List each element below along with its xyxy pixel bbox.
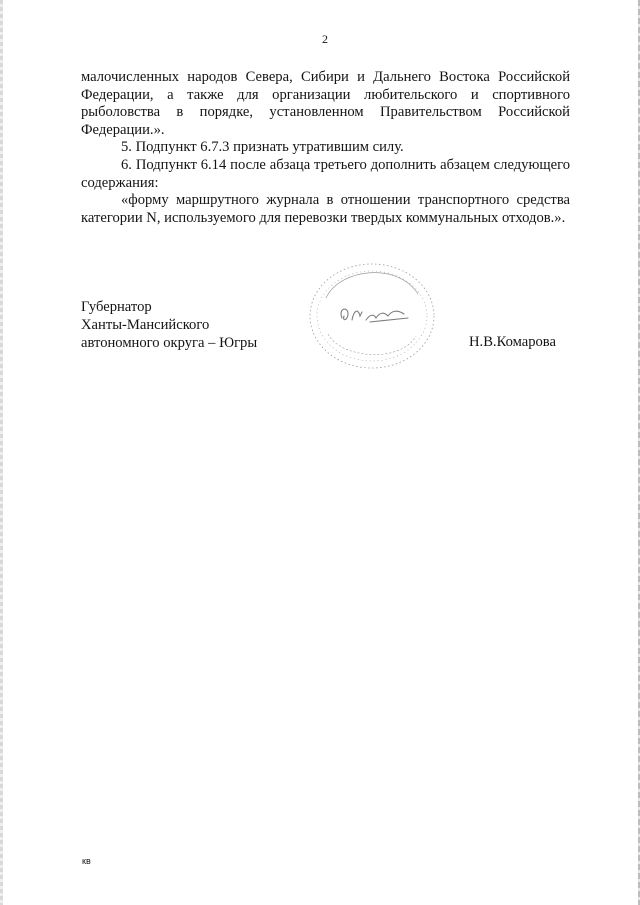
signatory-title-line: Губернатор xyxy=(81,299,152,315)
official-stamp-seal xyxy=(300,258,440,378)
signature-block xyxy=(81,298,257,352)
footer-initials: кв xyxy=(82,856,91,866)
page-number: 2 xyxy=(322,32,328,46)
document-body xyxy=(81,69,570,227)
signatory-name: Н.В.Комарова xyxy=(469,334,556,350)
signatory-title-line: Ханты-Мансийского xyxy=(81,317,210,333)
page-left-edge xyxy=(0,0,3,905)
paragraph-item-5: 5. Подпункт 6.7.3 признать утратившим силу. xyxy=(121,139,404,156)
paragraph-quoted-addition: «форму маршрутного журнала в отношении транспортного средства категории N, используемого для перевозки твердых коммунальных отходов.». xyxy=(81,192,570,226)
paragraph-continuation: малочисленных народов Севера, Сибири и Дальнего Востока Российской Федерации, а также для организации любительского и спортивного рыболовства в порядке, установленном Правительством Российской Федерации.». xyxy=(81,69,570,138)
paragraph-item-6: 6. Подпункт 6.14 после абзаца третьего дополнить абзацем следующего содержания: xyxy=(81,156,570,191)
signatory-title-line: автономного округа – Югры xyxy=(81,335,258,351)
